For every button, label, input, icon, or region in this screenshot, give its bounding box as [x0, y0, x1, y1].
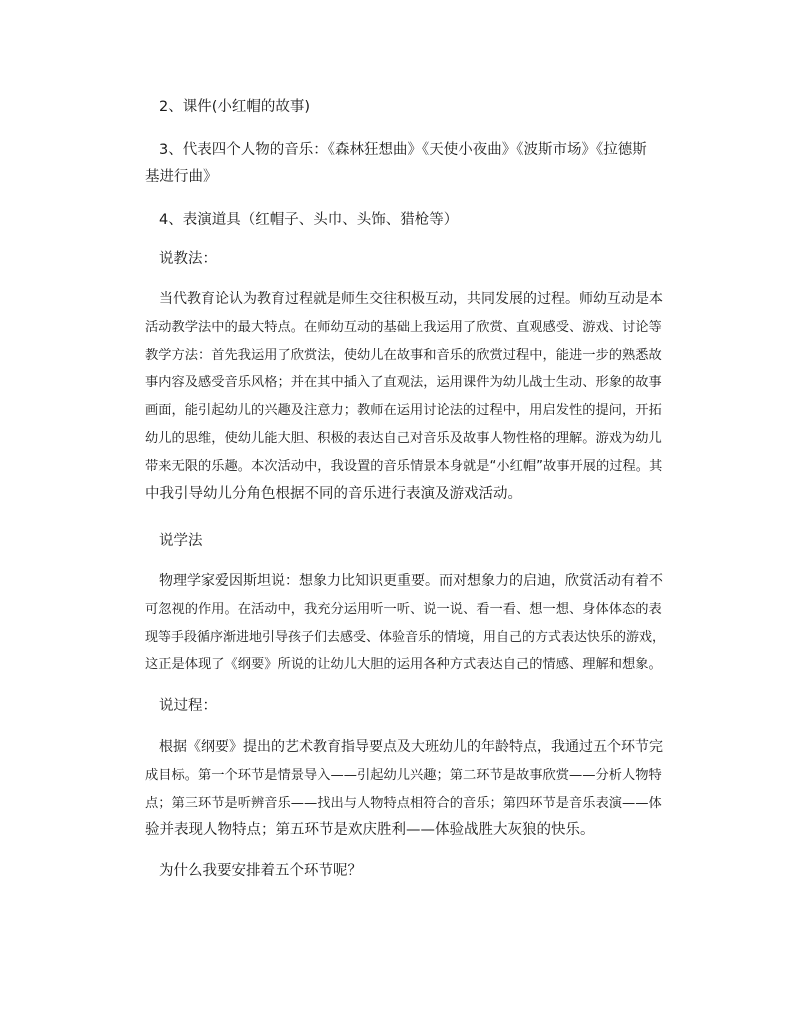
paragraph-line: 物理学家爱因斯坦说：想象力比知识更重要。而对想象力的启迪，欣赏活动有着不: [159, 573, 663, 589]
heading-process: 说过程：: [159, 698, 217, 714]
paragraph-line: 中我引导幼儿分角色根据不同的音乐进行表演及游戏活动。: [145, 485, 522, 502]
paragraph-line: 验并表现人物特点；第五环节是欢庆胜利——体验战胜大灰狼的快乐。: [145, 822, 595, 839]
paragraph-line: 教学方法：首先我运用了欣赏法，使幼儿在故事和音乐的欣赏过程中，能进一步的熟悉故: [145, 347, 662, 363]
paragraph-line: 画面，能引起幼儿的兴趣及注意力；教师在运用讨论法的过程中，用启发性的提问，开拓: [145, 403, 662, 419]
paragraph-line: 这正是体现了《纲要》所说的让幼儿大胆的运用各种方式表达自己的情感、理解和想象。: [145, 657, 662, 673]
paragraph-line: 活动教学法中的最大特点。在师幼互动的基础上我运用了欣赏、直观感受、游戏、讨论等: [145, 319, 662, 335]
heading-teaching-method: 说教法：: [159, 251, 217, 267]
paragraph-line: 成目标。第一个环节是情景导入——引起幼儿兴趣；第二环节是故事欣赏——分析人物特: [145, 767, 662, 783]
paragraph-line: 当代教育论认为教育过程就是师生交往积极互动，共同发展的过程。师幼互动是本: [159, 291, 663, 307]
material-item-4: 4、表演道具（红帽子、头巾、头饰、猎枪等）: [159, 212, 459, 228]
paragraph-line: 根据《纲要》提出的艺术教育指导要点及大班幼儿的年龄特点，我通过五个环节完: [159, 739, 663, 755]
paragraph-line: 现等手段循序渐进地引导孩子们去感受、体验音乐的情境，用自己的方式表达快乐的游戏，: [145, 629, 666, 645]
process-paragraph: [145, 734, 670, 845]
heading-learning-method: 说学法: [159, 533, 203, 549]
paragraph-line: 幼儿的思维，使幼儿能大胆、积极的表达自己对音乐及故事人物性格的理解。游戏为幼儿: [145, 430, 662, 446]
material-item-2: 2、课件(小红帽的故事): [159, 99, 311, 115]
question-line: 为什么我要安排着五个环节呢？: [159, 863, 362, 879]
paragraph-line: 事内容及感受音乐风格；并在其中插入了直观法，运用课件为幼儿战士生动、形象的故事: [145, 375, 662, 391]
teaching-method-paragraph: [145, 286, 670, 508]
material-item-3-line-2: 基进行曲》: [145, 169, 218, 185]
material-item-3-line-1: 3、代表四个人物的音乐：《森林狂想曲》《天使小夜曲》《波斯市场》《拉德斯: [159, 142, 647, 158]
paragraph-line: 带来无限的乐趣。本次活动中，我设置的音乐情景本身就是“小红帽”故事开展的过程。其: [145, 458, 663, 474]
paragraph-line: 可忽视的作用。在活动中，我充分运用听一听、说一说、看一看、想一想、身体体态的表: [145, 601, 662, 617]
paragraph-line: 点；第三环节是听辨音乐——找出与人物特点相符合的音乐；第四环节是音乐表演——体: [145, 795, 662, 811]
learning-method-paragraph: [145, 568, 670, 679]
